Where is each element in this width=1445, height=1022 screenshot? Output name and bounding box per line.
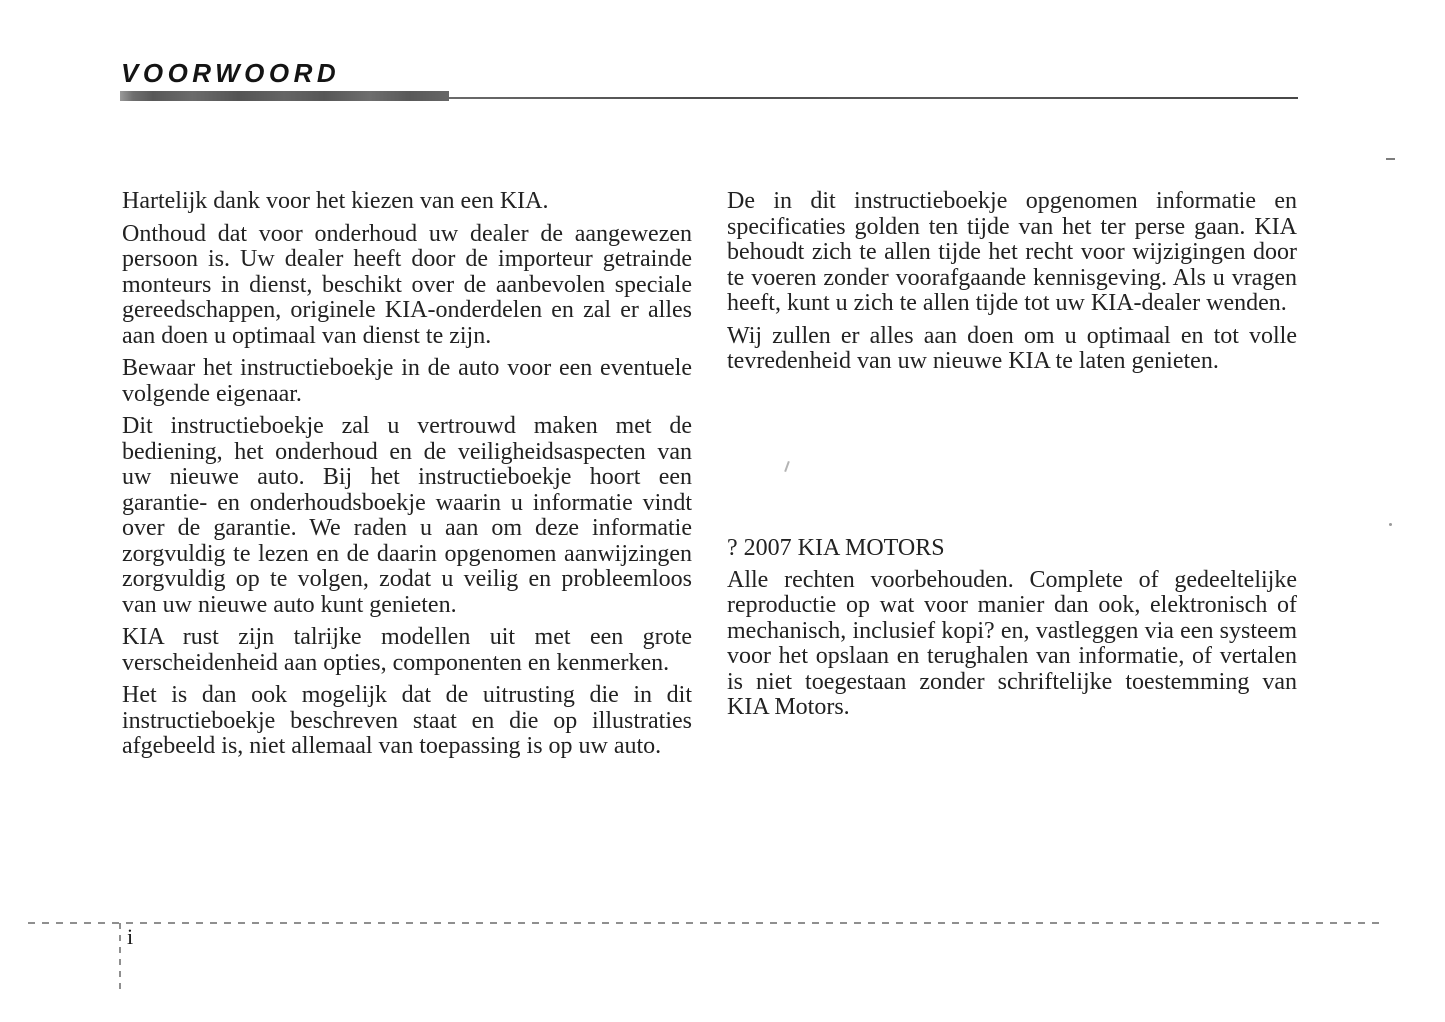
copyright-body: Alle rechten voorbehouden. Complete of gedeeltelijke reproductie op wat voor manier dan ook, elektronisch of mechanisch, inclusief kopi? en, vastleggen via een systeem voor het opslaan en terughalen van informatie, of vertalen is niet toegestaan zonder schriftelijke toestemming van KIA Motors.: [727, 566, 1297, 720]
paragraph-thanks: Hartelijk dank voor het kiezen van een KIA.: [122, 188, 549, 214]
right-column: [727, 189, 1297, 382]
left-column: [122, 189, 692, 767]
footer-dashed-line: [28, 922, 1382, 924]
paragraph-specifications: De in dit instructieboekje opgenomen informatie en specificaties golden ten tijde van het ter perse gaan. KIA behoudt zich te allen tijde het recht voor wijzigingen door te voeren zonder voorafgaande kennisgeving. Als u vragen heeft, kunt u zich te allen tijde tot uw KIA-dealer wenden.: [727, 188, 1297, 316]
footer-fold-mark: [119, 923, 121, 991]
page-number: i: [127, 924, 134, 949]
paragraph-satisfaction: Wij zullen er alles aan doen om u optimaal en tot volle tevredenheid van uw nieuwe KIA te laten genieten.: [727, 322, 1297, 374]
paragraph-keep-manual: Bewaar het instructieboekje in de auto voor een eventuele volgende eigenaar.: [122, 355, 692, 407]
scan-artifact-dot: [1389, 523, 1392, 526]
paragraph-model-options: KIA rust zijn talrijke modellen uit met een grote verscheidenheid aan opties, componenten en kenmerken.: [122, 624, 692, 676]
scan-artifact-slash: [784, 461, 790, 472]
paragraph-manual-purpose: Dit instructieboekje zal u vertrouwd maken met de bediening, het onderhoud en de veiligheidsaspecten van uw nieuwe auto. Bij het instructieboekje hoort een garantie- en onderhoudsboekje waarin u informatie vindt over de garantie. We raden u aan om deze informatie zorgvuldig te lezen en de daarin opgenomen aanwijzingen zorgvuldig op te volgen, zodat u veilig en probleemloos van uw nieuwe auto kunt genieten.: [122, 413, 692, 618]
header-rule-line: [449, 97, 1298, 99]
scan-artifact-dash: [1386, 158, 1395, 160]
copyright-block: [727, 536, 1297, 728]
paragraph-equipment-note: Het is dan ook mogelijk dat de uitrusting die in dit instructieboekje beschreven staat en die op illustraties afgebeeld is, niet allemaal van toepassing is op uw auto.: [122, 682, 692, 759]
paragraph-dealer: Onthoud dat voor onderhoud uw dealer de aangewezen persoon is. Uw dealer heeft door de importeur getrainde monteurs in dienst, beschikt over de aanbevolen speciale gereedschappen, originele KIA-onderdelen en zal er alles aan doen u optimaal van dienst te zijn.: [122, 220, 692, 349]
title-underline-bar: [120, 91, 449, 101]
page-title: VOORWOORD: [121, 58, 341, 88]
copyright-heading: ? 2007 KIA MOTORS: [727, 535, 945, 561]
